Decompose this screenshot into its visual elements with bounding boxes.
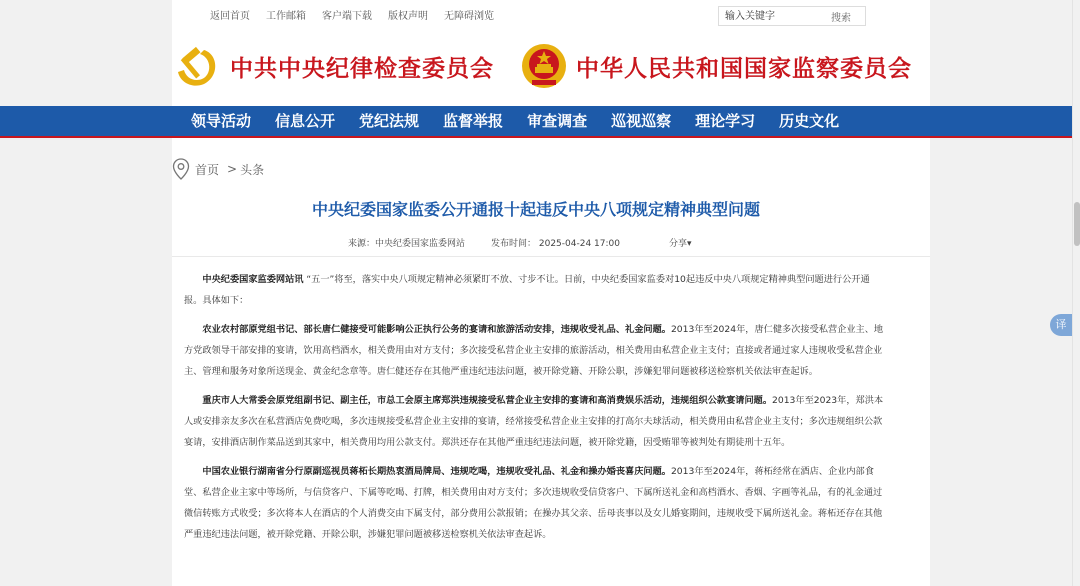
article-source: 来源：中央纪委国家监委网站 [348,239,466,249]
nav-item-investigation[interactable]: 审查调查 [527,112,588,130]
article-time: 发布时间： 2025-04-24 17:00 [491,239,620,249]
location-pin-icon [172,158,190,180]
article-body [184,269,888,553]
breadcrumb-home[interactable]: 首页 [195,162,220,177]
paragraph-text: 2013年至2024年，唐仁健多次接受私营企业主、地方党政领导干部安排的宴请，饮用高档酒水，相关费用由对方支付；多次接受私营企业主安排的旅游活动，相关费用由私营企业主支付；直接或者通过家人违规收受私营企业主、管理和服务对象所送现金、黄金纪念章等。唐仁健还存在其他严重违纪违法问题，被开除党籍、开除公职，涉嫌犯罪问题被移送检察机关依法审查起诉。 [184,324,884,377]
paragraph-text: 2013年至2023年，郑洪本人或安排亲友多次在私营酒店免费吃喝，多次违规接受私营企业主安排的宴请，经常接受私营企业主安排的打高尔夫球活动，相关费用由私营企业主支付；多次违规组织公款宴请，安排酒店制作菜品送到其家中，相关费用均用公款支付。郑洪还存在其他严重违纪违法问题，被开除党籍，因受贿罪等被判处有期徒刑十五年。 [184,395,884,448]
article-title: 中央纪委国家监委公开通报十起违反中央八项规定精神典型问题 [311,200,760,219]
logo-ccdi[interactable] [174,42,494,90]
link-client-download[interactable]: 客户端下载 [322,11,372,22]
logo-ccdi-text: 中共中央纪律检查委员会 [230,54,494,82]
paragraph-lead: 重庆市人大常委会原党组副书记、副主任，市总工会原主席郑洪违规接受私营企业主安排的宴请和高消费娱乐活动，违规组织公款宴请问题。 [202,395,773,406]
nav-item-leadership[interactable]: 领导活动 [191,112,252,130]
paragraph-text: “五一”将至，落实中央八项规定精神必须紧盯不放、寸步不让。日前，中央纪委国家监委对10起违反中央八项规定精神典型问题进行公开通报。具体如下： [184,274,870,306]
paragraph [184,319,888,382]
breadcrumb [172,158,264,180]
link-email[interactable]: 工作邮箱 [266,11,306,22]
link-copyright[interactable]: 版权声明 [388,11,428,22]
nav-item-theory[interactable]: 理论学习 [695,112,756,130]
breadcrumb-current[interactable]: 头条 [240,162,265,177]
paragraph-text: 2013年至2024年，蒋柘经常在酒店、企业内部食堂、私营企业主家中等场所，与信贷客户、下属等吃喝、打牌，相关费用由对方支付；多次违规收受信贷客户、下属所送礼金和高档酒水、香烟、字画等礼品，有的礼金通过微信转账方式收受；多次将本人在酒店的个人消费交由下属支付，部分费用公款报销；在操办其父亲、岳母丧事以及女儿婚宴期间，违规收受下属所送礼金。蒋柘还存在其他严重违纪违法问题，被开除党籍、开除公职，涉嫌犯罪问题被移送检察机关依法审查起诉。 [184,466,883,540]
scrollbar[interactable] [1072,0,1080,586]
scrollbar-thumb[interactable] [1074,202,1080,246]
breadcrumb-separator: > [227,162,238,176]
divider [172,256,930,257]
link-home[interactable]: 返回首页 [210,11,250,22]
paragraph-lead: 农业农村部原党组书记、部长唐仁健接受可能影响公正执行公务的宴请和旅游活动安排，违规收受礼品、礼金问题。 [202,324,671,335]
nav-item-history[interactable]: 历史文化 [779,112,840,130]
paragraph-lead: 中国农业银行湖南省分行原副巡视员蒋柘长期热衷酒局牌局、违规吃喝，违规收受礼品、礼金和操办婚丧喜庆问题。 [202,466,671,477]
search-button[interactable]: 搜索 [831,12,851,24]
paragraph [184,390,888,453]
translate-button[interactable]: 译 [1050,314,1072,336]
page-container [172,0,930,586]
hammer-sickle-icon [174,42,222,90]
logo-nsc-text: 中华人民共和国国家监察委员会 [576,54,912,82]
nav-item-reporting[interactable]: 监督举报 [443,112,504,130]
share-dropdown[interactable]: 分享▾ [669,239,692,249]
top-links [210,7,494,22]
link-accessibility[interactable]: 无障碍浏览 [444,11,494,22]
article-meta [348,236,620,249]
nav-item-regulations[interactable]: 党纪法规 [359,112,420,130]
paragraph [184,269,888,311]
paragraph [184,461,888,545]
national-emblem-icon [520,42,568,90]
logo-nsc[interactable] [520,42,912,90]
nav-item-inspection[interactable]: 巡视巡察 [611,112,672,130]
paragraph-lead: 中央纪委国家监委网站讯 [202,274,304,285]
search-box [718,6,866,26]
nav-item-disclosure[interactable]: 信息公开 [275,112,336,130]
search-input[interactable] [719,7,829,25]
main-nav [0,106,1072,138]
